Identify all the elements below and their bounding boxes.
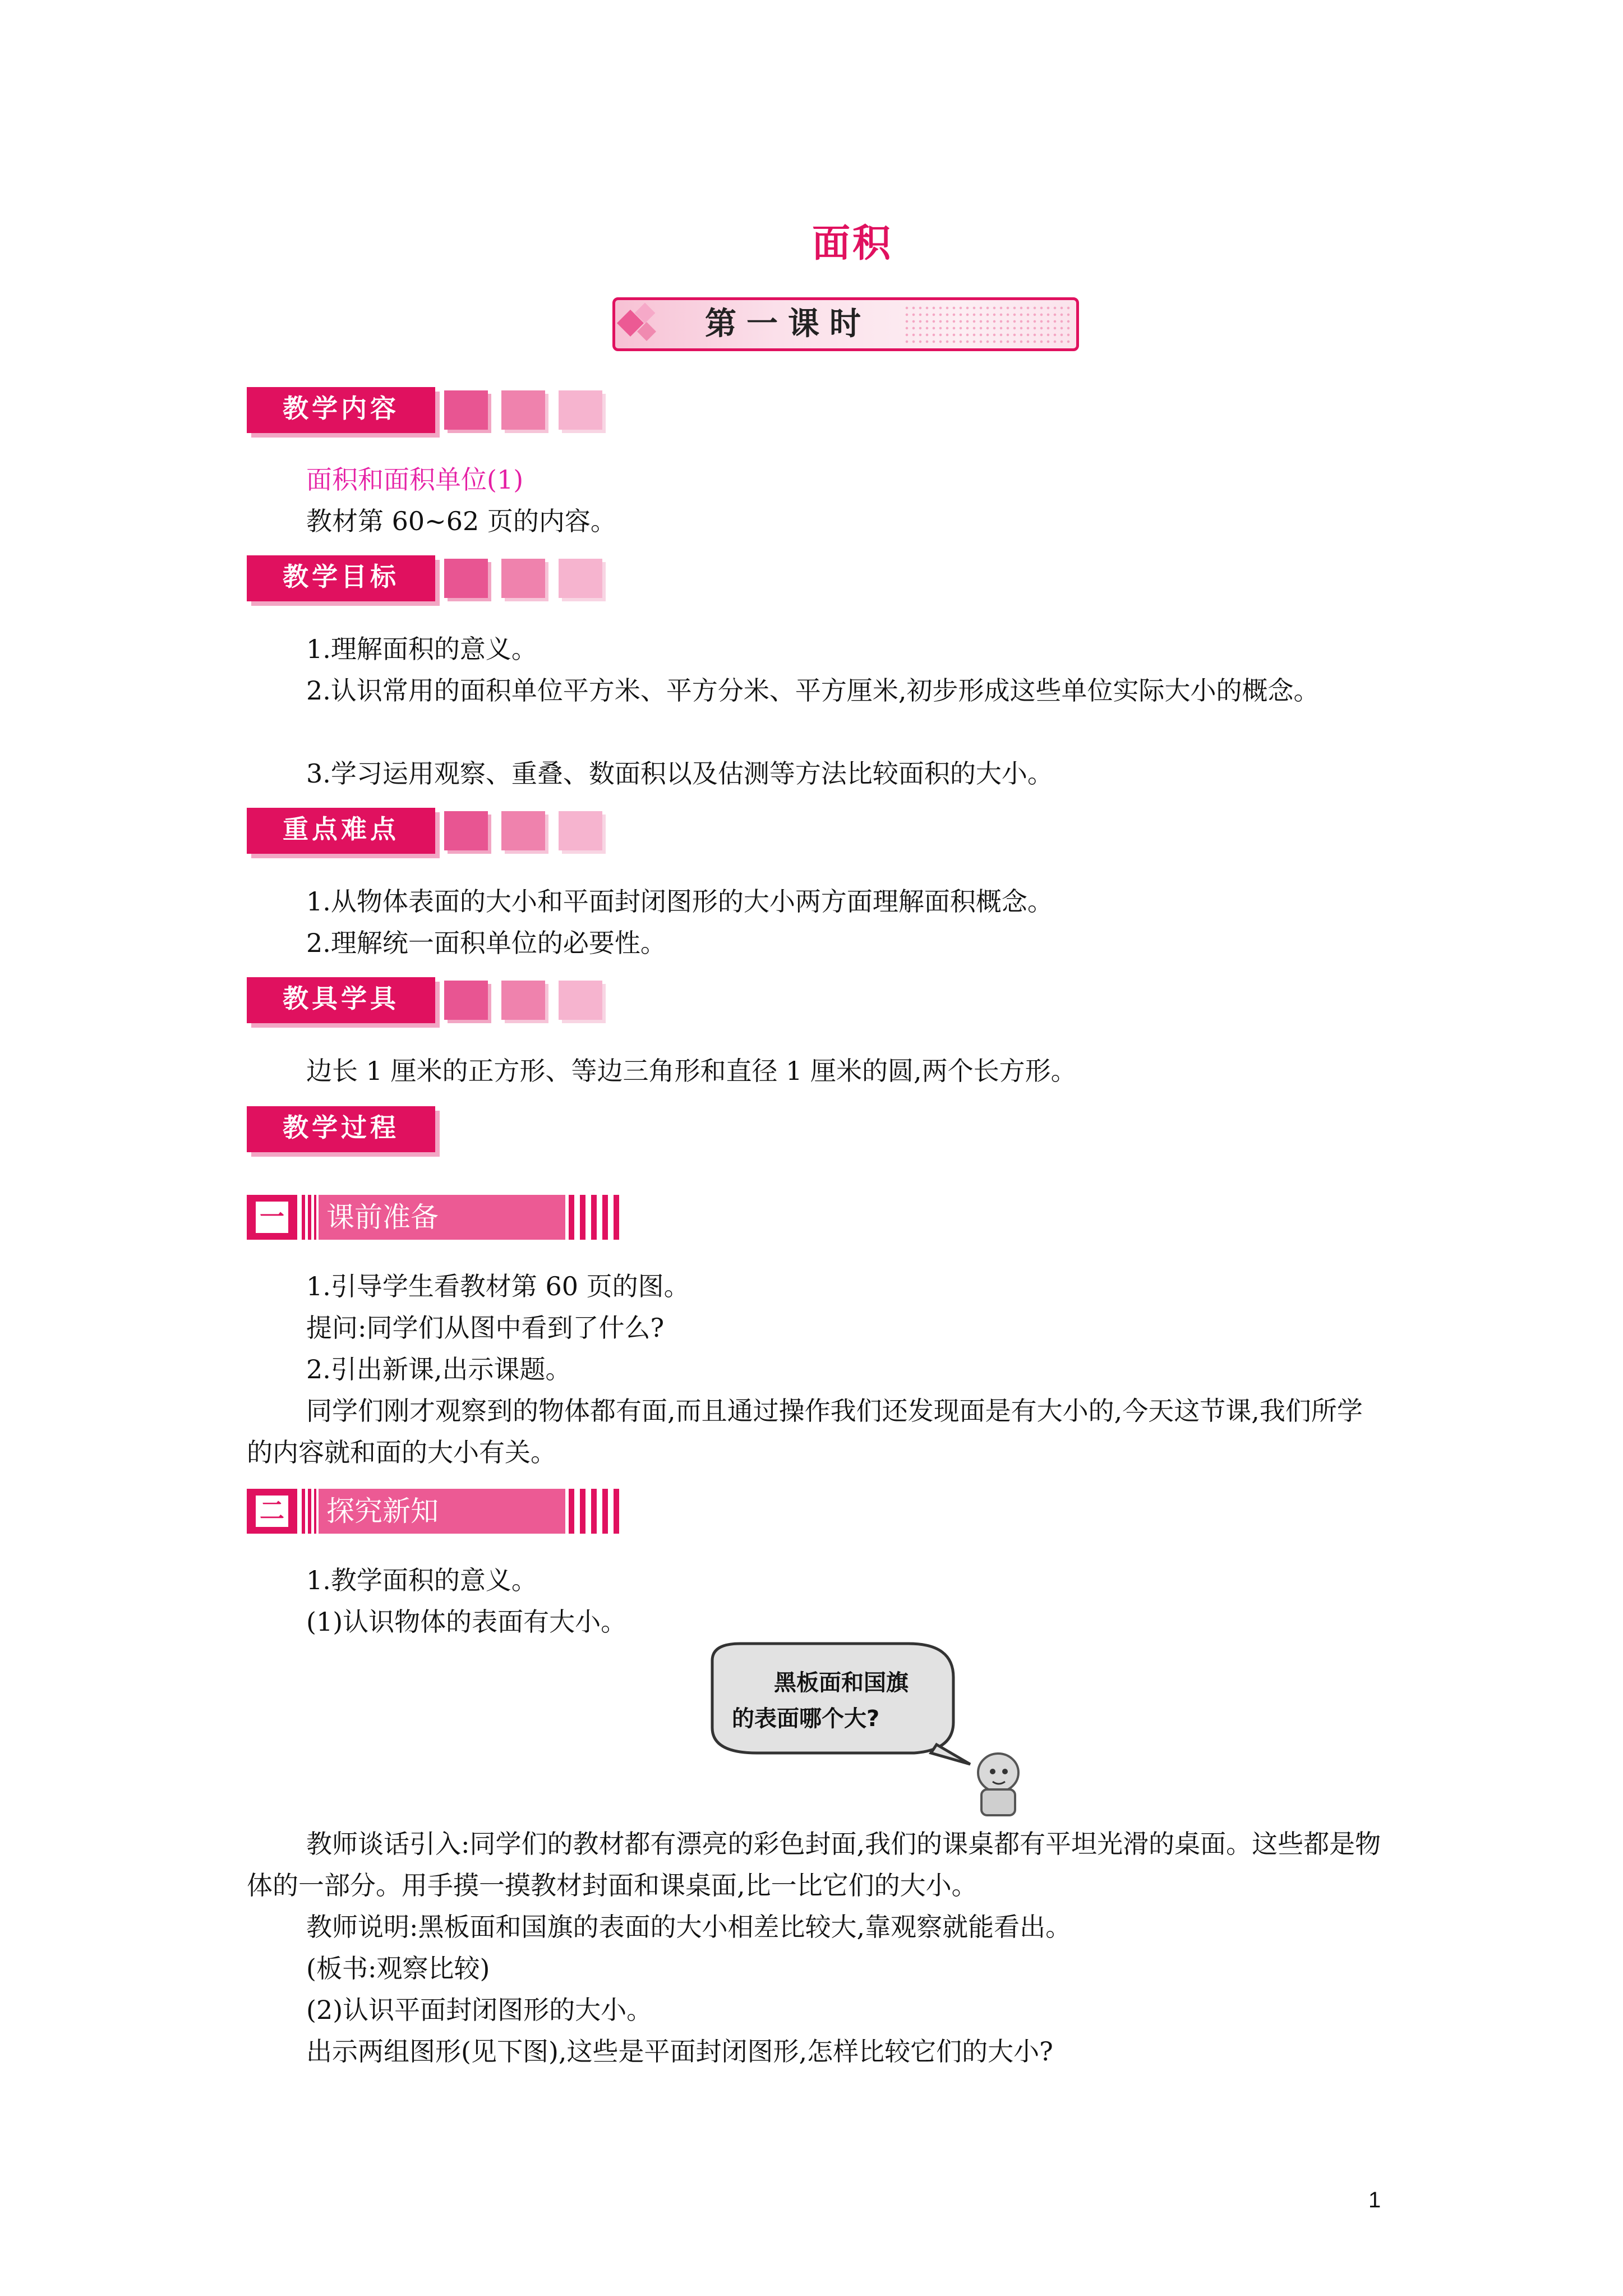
decor-square <box>501 981 545 1020</box>
key-point-line: 2.理解统一面积单位的必要性。 <box>306 928 666 958</box>
decor-square <box>444 811 488 850</box>
section-tag: 教学内容 <box>247 387 435 433</box>
banner-dots <box>903 305 1072 344</box>
speech-bubble-illustration <box>690 1638 1038 1818</box>
goal-line: 3.学习运用观察、重叠、数面积以及估测等方法比较面积的大小。 <box>306 758 1053 789</box>
decor-square <box>444 390 488 430</box>
decor-square <box>444 559 488 598</box>
key-point-line: 1.从物体表面的大小和平面封闭图形的大小两方面理解面积概念。 <box>306 886 1053 917</box>
banner-decoration <box>621 306 654 339</box>
part1-line: 同学们刚才观察到的物体都有面,而且通过操作我们还发现面是有大小的,今天这节课,我们所学的内容就和面的大小有关。 <box>247 1396 1363 1467</box>
page-number: 1 <box>1368 2188 1381 2212</box>
content-subtitle: 面积和面积单位(1) <box>306 464 524 495</box>
part-number: 一 <box>256 1202 288 1233</box>
part2-line: (2)认识平面封闭图形的大小。 <box>306 1995 653 2025</box>
part2-line: 教师谈话引入:同学们的教材都有漂亮的彩色封面,我们的课桌都有平坦光滑的桌面。这些都是物体的一部分。用手摸一摸教材封面和课桌面,比一比它们的大小。 <box>247 1829 1381 1901</box>
goal-line: 2.认识常用的面积单位平方米、平方分米、平方厘米,初步形成这些单位实际大小的概念。 <box>306 675 1320 706</box>
part-number-box <box>247 1489 297 1534</box>
part-title: 课前准备 <box>319 1195 565 1240</box>
decor-square <box>501 811 545 850</box>
part-bars <box>302 1489 316 1534</box>
decor-square <box>444 981 488 1020</box>
section-tag: 教学目标 <box>247 555 435 601</box>
part-tail-stripes <box>569 1489 620 1534</box>
part-heading-2 <box>247 1489 620 1534</box>
lesson-banner <box>612 297 1079 351</box>
part1-line: 2.引出新课,出示课题。 <box>306 1354 571 1384</box>
bubble-text-line1: 黑板面和国旗 <box>774 1670 909 1696</box>
part2-line: 1.教学面积的意义。 <box>306 1565 537 1595</box>
part-number-box <box>247 1195 297 1240</box>
part2-line: (1)认识物体的表面有大小。 <box>306 1607 627 1637</box>
content-line: 教材第 60~62 页的内容。 <box>306 506 616 536</box>
section-tag: 重点难点 <box>247 808 435 854</box>
goal-line: 1.理解面积的意义。 <box>306 634 537 664</box>
part1-line: 1.引导学生看教材第 60 页的图。 <box>306 1271 690 1301</box>
materials-line: 边长 1 厘米的正方形、等边三角形和直径 1 厘米的圆,两个长方形。 <box>306 1056 1077 1086</box>
part-bars <box>302 1195 316 1240</box>
page-title: 面积 <box>811 222 893 266</box>
part-title: 探究新知 <box>319 1489 565 1534</box>
decor-square <box>559 390 602 430</box>
decor-square <box>559 981 602 1020</box>
part-number: 二 <box>256 1496 288 1527</box>
lesson-label: 第一课时 <box>705 306 871 342</box>
section-tag: 教学过程 <box>247 1106 435 1152</box>
decor-square <box>559 559 602 598</box>
decor-square <box>559 811 602 850</box>
bubble-text-line2: 的表面哪个大? <box>732 1706 880 1732</box>
part1-line: 提问:同学们从图中看到了什么? <box>306 1313 665 1343</box>
decor-square <box>501 559 545 598</box>
part2-line: (板书:观察比较) <box>306 1953 490 1984</box>
section-tag: 教具学具 <box>247 977 435 1023</box>
decor-square <box>501 390 545 430</box>
part2-line: 教师说明:黑板面和国旗的表面的大小相差比较大,靠观察就能看出。 <box>306 1912 1072 1942</box>
part-tail-stripes <box>569 1195 620 1240</box>
part-heading-1 <box>247 1195 620 1240</box>
part2-line: 出示两组图形(见下图),这些是平面封闭图形,怎样比较它们的大小? <box>306 2036 1053 2067</box>
